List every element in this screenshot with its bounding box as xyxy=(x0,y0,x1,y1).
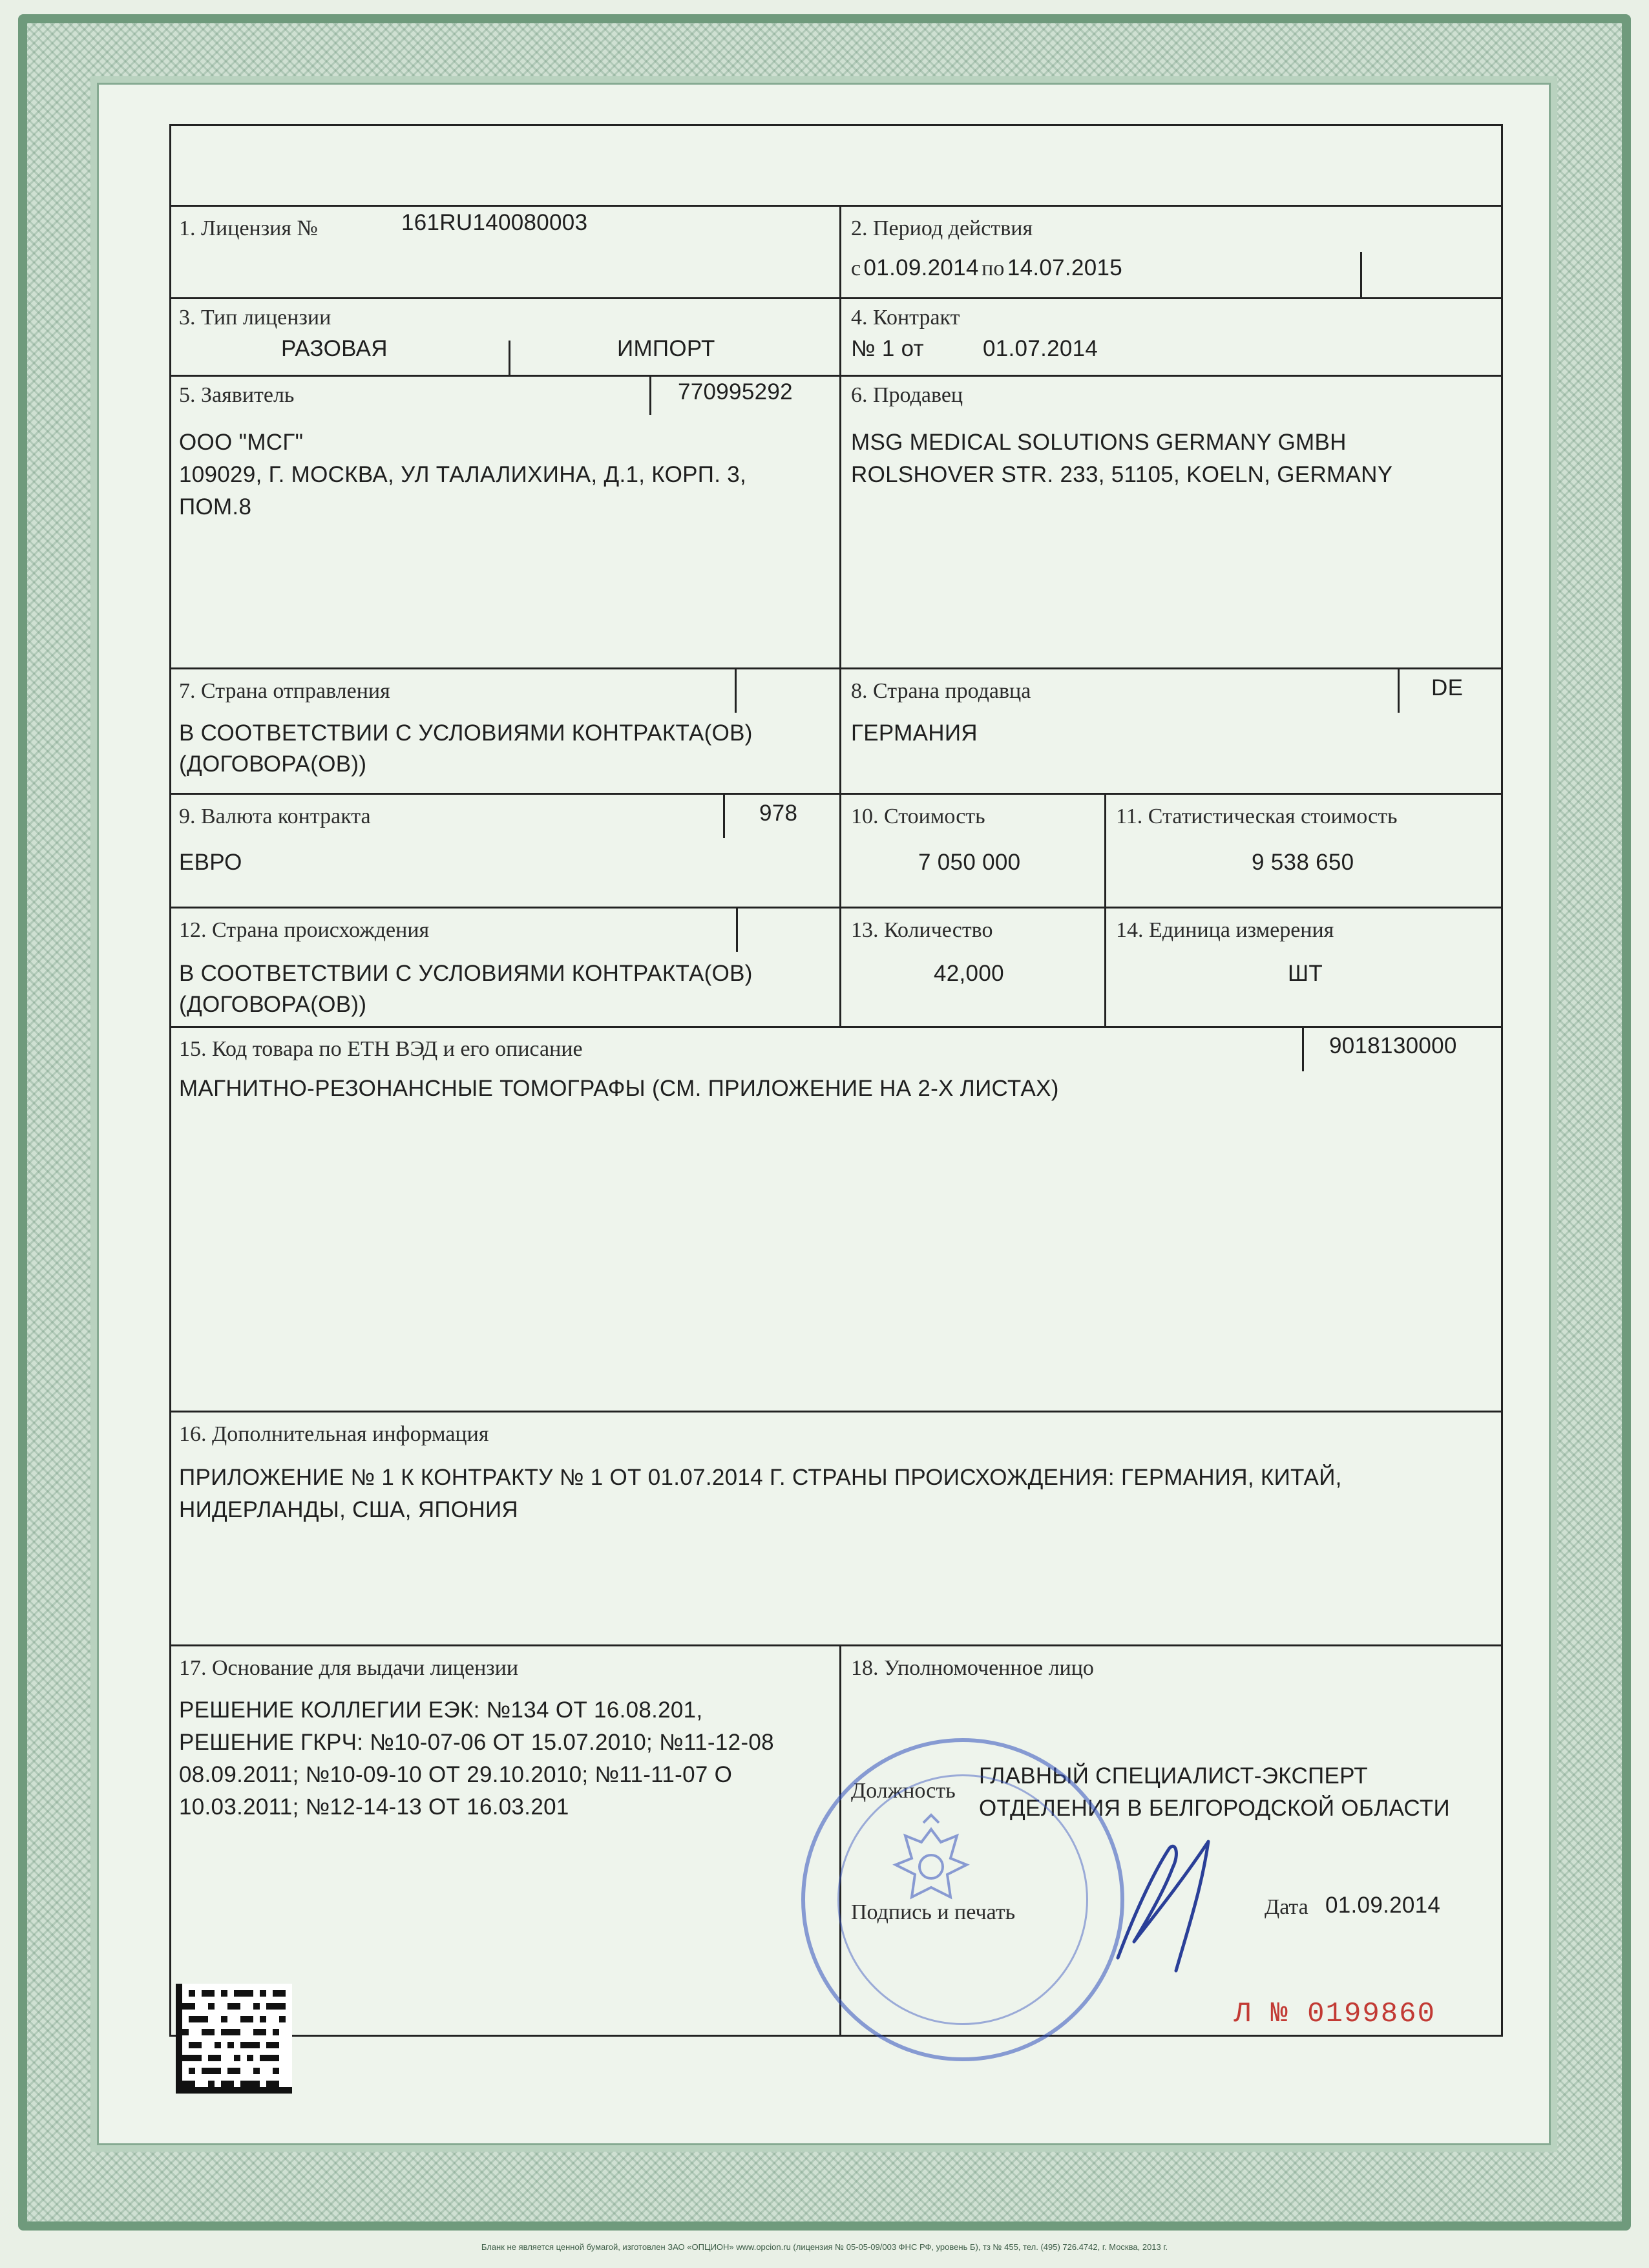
seller-address: ROLSHOVER STR. 233, 51105, KOELN, GERMANY xyxy=(851,462,1393,487)
mini-divider xyxy=(736,907,738,952)
basis-1: РЕШЕНИЕ КОЛЛЕГИИ ЕЭК: №134 ОТ 16.08.201, xyxy=(179,1697,703,1723)
position-line-2: ОТДЕЛЕНИЯ В БЕЛГОРОДСКОЙ ОБЛАСТИ xyxy=(979,1796,1450,1821)
mini-divider xyxy=(1360,252,1362,299)
goods-code: 9018130000 xyxy=(1329,1033,1457,1058)
license-type-import: ИМПОРТ xyxy=(617,336,715,361)
seller-name: MSG MEDICAL SOLUTIONS GERMANY GMBH xyxy=(851,430,1347,455)
seller-country-label: 8. Страна продавца xyxy=(851,679,1031,703)
eagle-emblem-icon xyxy=(867,1803,996,1933)
position-line-1: ГЛАВНЫЙ СПЕЦИАЛИСТ-ЭКСПЕРТ xyxy=(979,1763,1368,1789)
serial-prefix: Л № xyxy=(1234,1998,1289,2030)
applicant-name: ООО "МСГ" xyxy=(179,430,304,455)
column-divider xyxy=(1104,793,1106,1026)
row-divider xyxy=(171,907,1501,908)
extra-info-1: ПРИЛОЖЕНИЕ № 1 К КОНТРАКТУ № 1 ОТ 01.07.2014 Г. СТРАНЫ ПРОИСХОЖДЕНИЯ: ГЕРМАНИЯ, КИТАЙ, xyxy=(179,1465,1342,1490)
period-to-prefix: по xyxy=(982,257,1005,280)
unit-label: 14. Единица измерения xyxy=(1116,918,1334,942)
contract-date: 01.07.2014 xyxy=(983,336,1098,361)
stat-cost-label: 11. Статистическая стоимость xyxy=(1116,804,1398,828)
goods-label: 15. Код товара по ЕТН ВЭД и его описание xyxy=(179,1037,583,1061)
license-type-once: РАЗОВАЯ xyxy=(281,336,388,361)
extra-info-label: 16. Дополнительная информация xyxy=(179,1422,489,1446)
row-divider xyxy=(171,297,1501,299)
goods-description: МАГНИТНО-РЕЗОНАНСНЫЕ ТОМОГРАФЫ (СМ. ПРИЛОЖЕНИЕ НА 2-Х ЛИСТАХ) xyxy=(179,1076,1059,1101)
license-type-label: 3. Тип лицензии xyxy=(179,306,331,330)
applicant-address-1: 109029, Г. МОСКВА, УЛ ТАЛАЛИХИНА, Д.1, КОРП. 3, xyxy=(179,462,747,487)
date-value: 01.09.2014 xyxy=(1325,1893,1441,1918)
contract-number: № 1 от xyxy=(851,336,924,361)
applicant-address-2: ПОМ.8 xyxy=(179,494,252,520)
unit-value: ШТ xyxy=(1288,961,1323,986)
footer-note: Бланк не является ценной бумагой, изготовлен ЗАО «ОПЦИОН» www.opcion.ru (лицензия № 05-05-09/003 ФНС РФ, уровень Б), тз № 455, тел. (495) 726.4742, г. Москва, 2013 г. xyxy=(481,2242,1168,2252)
period-from-prefix: с xyxy=(851,257,861,280)
seller-label: 6. Продавец xyxy=(851,383,963,407)
handwritten-signature xyxy=(1098,1829,1241,1984)
basis-label: 17. Основание для выдачи лицензии xyxy=(179,1656,519,1680)
blank-serial-number xyxy=(1234,1998,1436,2030)
column-divider xyxy=(839,793,841,1026)
seller-country-code: DE xyxy=(1431,675,1464,700)
serial-value: 0199860 xyxy=(1307,1998,1436,2030)
origin-label: 12. Страна происхождения xyxy=(179,918,430,942)
ship-country-2: (ДОГОВОРА(ОВ)) xyxy=(179,751,367,777)
mini-divider xyxy=(509,341,510,375)
date-label: Дата xyxy=(1265,1895,1308,1919)
license-form xyxy=(169,124,1503,2037)
row-divider xyxy=(171,667,1501,669)
row-divider xyxy=(171,1411,1501,1412)
ship-country-1: В СООТВЕТСТВИИ С УСЛОВИЯМИ КОНТРАКТА(ОВ) xyxy=(179,720,753,746)
barcode-matrix-icon xyxy=(176,1984,292,2094)
authorized-label: 18. Уполномоченное лицо xyxy=(851,1656,1094,1680)
basis-2: РЕШЕНИЕ ГКРЧ: №10-07-06 ОТ 15.07.2010; №11-12-08 xyxy=(179,1730,774,1755)
period-row xyxy=(851,255,1122,281)
currency-label: 9. Валюта контракта xyxy=(179,804,371,828)
row-divider xyxy=(171,793,1501,795)
row-divider xyxy=(171,375,1501,377)
qty-value: 42,000 xyxy=(934,961,1004,986)
official-seal xyxy=(801,1738,1124,2061)
license-number-label: 1. Лицензия № xyxy=(179,216,318,240)
contract-label: 4. Контракт xyxy=(851,306,960,330)
period-label: 2. Период действия xyxy=(851,216,1033,240)
position-label: Должность xyxy=(851,1779,956,1803)
mini-divider xyxy=(723,793,725,838)
row-divider xyxy=(171,205,1501,207)
mini-divider xyxy=(735,667,737,713)
column-divider xyxy=(839,205,841,793)
signature-label: Подпись и печать xyxy=(851,1900,1016,1924)
license-number-value: 161RU140080003 xyxy=(401,210,588,235)
mini-divider xyxy=(1302,1026,1304,1071)
basis-3: 08.09.2011; №10-09-10 ОТ 29.10.2010; №11-11-07 О xyxy=(179,1762,733,1787)
stat-cost-value: 9 538 650 xyxy=(1252,850,1354,875)
mini-divider xyxy=(1398,667,1400,713)
applicant-label: 5. Заявитель xyxy=(179,383,295,407)
row-divider xyxy=(171,1644,1501,1646)
seller-country: ГЕРМАНИЯ xyxy=(851,720,978,746)
mini-divider xyxy=(649,375,651,415)
origin-1: В СООТВЕТСТВИИ С УСЛОВИЯМИ КОНТРАКТА(ОВ) xyxy=(179,961,753,986)
period-to: 14.07.2015 xyxy=(1007,255,1122,280)
qty-label: 13. Количество xyxy=(851,918,993,942)
currency-value: ЕВРО xyxy=(179,850,242,875)
currency-code: 978 xyxy=(759,801,798,826)
period-from: 01.09.2014 xyxy=(863,255,979,280)
applicant-inn: 770995292 xyxy=(678,379,793,404)
origin-2: (ДОГОВОРА(ОВ)) xyxy=(179,992,367,1017)
cost-label: 10. Стоимость xyxy=(851,804,985,828)
extra-info-2: НИДЕРЛАНДЫ, США, ЯПОНИЯ xyxy=(179,1497,518,1522)
ship-country-label: 7. Страна отправления xyxy=(179,679,390,703)
basis-4: 10.03.2011; №12-14-13 ОТ 16.03.201 xyxy=(179,1794,569,1820)
cost-value: 7 050 000 xyxy=(918,850,1021,875)
